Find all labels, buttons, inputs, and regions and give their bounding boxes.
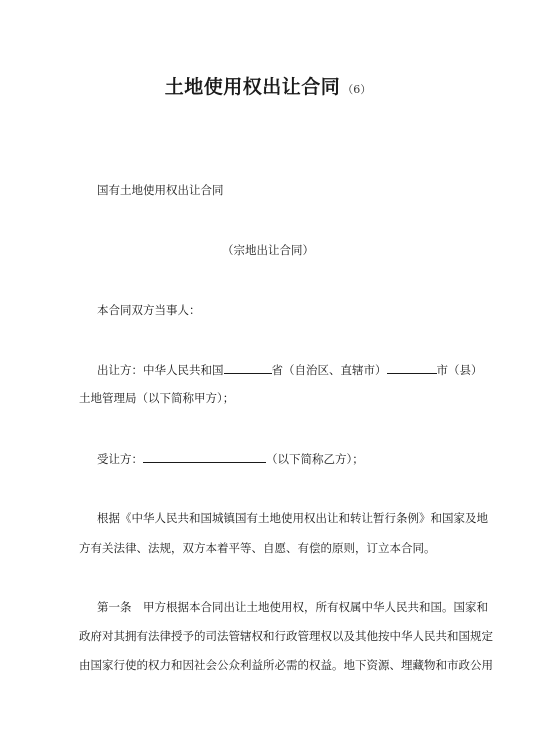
document-title [0,72,536,99]
article1-line-3: 由国家行使的权力和因社会公众利益所必需的权益。地下资源、埋藏物和市政公用 [79,658,493,672]
city-blank [387,361,437,374]
grantee-prefix: 受让方： [97,452,143,466]
title-text: 土地使用权出让合同 [164,76,341,98]
article1-line-2: 政府对其拥有法律授予的司法管辖权和行政管理权以及其他按中华人民共和国规定 [79,629,493,643]
parties-heading: 本合同双方当事人： [97,303,201,317]
contract-subtitle: 国有土地使用权出让合同 [97,183,224,197]
article1-line-1: 第一条 甲方根据本合同出让土地使用权，所有权属中华人民共和国。国家和 [97,600,488,614]
grantor-city-suffix: 市（县） [436,363,483,377]
grantor-line-2: 土地管理局（以下简称甲方）； [79,391,235,405]
basis-line-2: 方有关法律、法规，双方本着平等、自愿、有偿的原则，订立本合同。 [79,541,436,555]
grantor-line [97,361,483,378]
grantee-line [97,450,364,467]
grantee-blank [143,450,266,463]
grantee-suffix: （以下简称乙方）； [266,452,364,466]
province-blank [224,361,272,374]
title-number: （6） [342,83,372,96]
basis-line-1: 根据《中华人民共和国城镇国有土地使用权出让和转让暂行条例》和国家及地 [97,511,488,525]
grantor-province-suffix: 省（自治区、直辖市） [271,363,387,377]
grantor-prefix: 出让方：中华人民共和国 [97,363,224,377]
contract-type: （宗地出让合同） [222,243,314,257]
